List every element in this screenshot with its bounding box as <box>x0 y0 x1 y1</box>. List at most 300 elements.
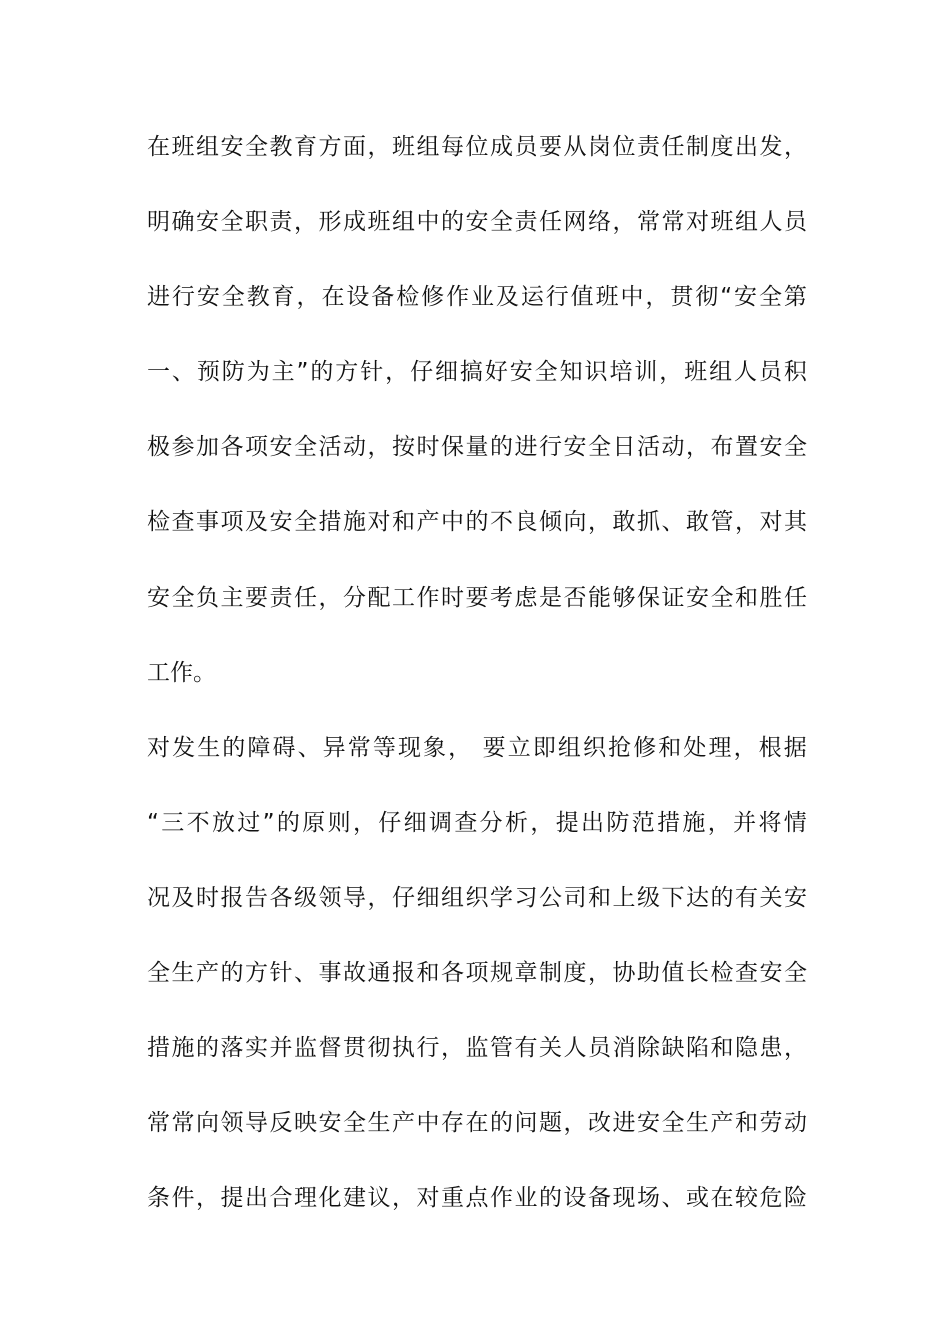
text-char: 情 <box>783 809 807 836</box>
text-char: 班 <box>710 209 734 236</box>
text-char: 生 <box>686 1110 709 1137</box>
text-char: 防 <box>221 359 245 386</box>
text-char: 全 <box>221 284 245 311</box>
text-char: 险 <box>784 1185 807 1212</box>
text-char: 障 <box>247 734 271 761</box>
text-char: 在 <box>710 1185 734 1212</box>
text-line <box>147 132 807 207</box>
text-char: ， <box>612 209 636 236</box>
text-char: 提 <box>555 809 579 836</box>
text-char: ， <box>707 809 731 836</box>
text-char: 放 <box>211 809 235 836</box>
text-char: 其 <box>784 509 807 536</box>
text-char: 任 <box>294 584 317 611</box>
text-char: 事 <box>318 960 342 987</box>
text-line <box>147 432 807 507</box>
text-char: 人 <box>563 1035 587 1062</box>
text-char: ， <box>367 434 391 461</box>
text-char: 安 <box>196 209 219 236</box>
text-char: 全 <box>245 134 268 160</box>
text-char: 修 <box>421 284 445 311</box>
text-char: 工 <box>392 584 415 611</box>
text-char: 度 <box>563 960 587 987</box>
text-char: 、 <box>294 960 317 987</box>
text-char: 消 <box>612 1035 636 1062</box>
text-char: 检 <box>710 960 734 987</box>
text-char: 全 <box>588 434 611 461</box>
text-line <box>147 1033 807 1108</box>
text-char: 的 <box>490 434 513 461</box>
text-char: 任 <box>784 584 807 611</box>
text-char: 产 <box>416 509 440 536</box>
text-char: 责 <box>269 209 293 236</box>
text-char: 动 <box>343 434 366 461</box>
text-char: 全 <box>710 584 734 611</box>
text-char: 调 <box>428 809 452 836</box>
text-char: 好 <box>484 359 508 386</box>
text-char: 三 <box>161 809 185 836</box>
text-line <box>147 1183 807 1258</box>
text-char: ， <box>367 884 391 911</box>
text-char: 全 <box>534 359 558 386</box>
text-char: 进 <box>514 434 538 461</box>
text-char: 级 <box>294 884 317 911</box>
text-char: 保 <box>441 434 464 461</box>
text-char: 生 <box>367 1110 391 1137</box>
text-line <box>147 207 807 282</box>
text-char: 过 <box>237 809 261 836</box>
text-char: 安 <box>734 284 758 311</box>
text-char: 事 <box>196 509 219 536</box>
text-char: 议 <box>367 1185 391 1212</box>
text-char: 考 <box>490 584 513 611</box>
text-char: 和 <box>710 1035 734 1062</box>
text-char: 位 <box>612 134 636 160</box>
text-char: 岗 <box>588 134 611 160</box>
text-char: 执 <box>392 1035 415 1062</box>
text-char: 胜 <box>759 584 783 611</box>
text-char: 组 <box>441 884 464 911</box>
text-char: 规 <box>490 960 513 987</box>
text-char: 导 <box>343 884 366 911</box>
text-char: 各 <box>441 960 464 987</box>
text-char: 除 <box>637 1035 660 1062</box>
text-char: 彻 <box>695 284 719 311</box>
text-char: 和 <box>735 1110 758 1137</box>
text-char: 全 <box>490 209 513 236</box>
text-char: 细 <box>416 884 440 911</box>
text-line <box>147 1108 807 1183</box>
text-char: 织 <box>583 734 606 761</box>
text-char: 关 <box>539 1035 562 1062</box>
text-char: 化 <box>318 1185 342 1212</box>
text-char: 的 <box>310 359 334 386</box>
text-char: 贯 <box>670 284 694 311</box>
text-char: ， <box>296 284 320 311</box>
text-char: 中 <box>441 509 464 536</box>
text-char: 及 <box>495 284 519 311</box>
text-char: 是 <box>539 584 562 611</box>
text-char: 对 <box>759 509 783 536</box>
text-char: 监 <box>294 1035 317 1062</box>
text-char: 训 <box>634 359 658 386</box>
text-char: 全 <box>294 509 317 536</box>
text-char: 布 <box>710 434 734 461</box>
text-char: 则 <box>327 809 351 836</box>
text-char: 业 <box>470 284 494 311</box>
text-char: 下 <box>661 884 685 911</box>
text-char: 理 <box>708 734 732 761</box>
text-char: 并 <box>269 1035 293 1062</box>
text-char: 查 <box>735 960 758 987</box>
text-char: 备 <box>588 1185 611 1212</box>
text-char: 仔 <box>410 359 434 386</box>
text-char: 针 <box>269 960 293 987</box>
text-char: 负 <box>196 584 219 611</box>
text-char: 一 <box>147 359 170 386</box>
text-char: 组 <box>392 209 415 236</box>
text-char: 项 <box>220 509 244 536</box>
text-char: ” <box>296 359 309 386</box>
text-char: 彻 <box>367 1035 391 1062</box>
text-char: 要 <box>465 584 489 611</box>
text-char: 要 <box>482 734 506 761</box>
text-char: 细 <box>434 359 458 386</box>
text-char: 全 <box>661 1110 685 1137</box>
text-char: 对 <box>147 734 170 761</box>
text-char: 及 <box>245 509 268 536</box>
text-char: 管 <box>490 1035 513 1062</box>
text-char: 积 <box>783 359 807 386</box>
text-char: 保 <box>637 584 660 611</box>
text-char: 安 <box>784 884 807 911</box>
text-char: 安 <box>147 584 170 611</box>
text-char: 及 <box>171 884 195 911</box>
text-char: 发 <box>759 134 783 160</box>
text-char: 对 <box>686 209 709 236</box>
text-char: 象 <box>423 734 447 761</box>
text-char: 明 <box>147 209 170 236</box>
text-char: 备 <box>371 284 395 311</box>
text-char: ， <box>318 584 342 611</box>
text-line <box>147 808 807 883</box>
text-char: 碍 <box>272 734 296 761</box>
text-char: 组 <box>709 359 733 386</box>
text-char: 检 <box>147 509 170 536</box>
text-char: ， <box>784 134 807 160</box>
text-char: 产 <box>392 1110 415 1137</box>
text-char: 加 <box>196 434 219 461</box>
text-char: 长 <box>686 960 709 987</box>
text-char: 每 <box>441 134 464 160</box>
text-char: 员 <box>588 1035 611 1062</box>
text-char: 全 <box>784 960 807 987</box>
text-char: 和 <box>735 584 758 611</box>
text-char: 组 <box>196 134 219 160</box>
text-char: 的 <box>710 884 734 911</box>
text-char: 即 <box>532 734 556 761</box>
text-char: 作 <box>446 284 470 311</box>
text-char: 项 <box>245 434 268 461</box>
text-char: ， <box>588 960 611 987</box>
text-char: 方 <box>335 359 359 386</box>
text-char: 立 <box>507 734 531 761</box>
text-char: 班 <box>367 209 391 236</box>
text-char: 司 <box>563 884 587 911</box>
text-line <box>147 507 807 582</box>
text-line <box>147 733 807 808</box>
text-char: 重 <box>441 1185 464 1212</box>
text-char: ， <box>385 359 409 386</box>
text-char: ” <box>262 809 275 836</box>
text-char: 络 <box>588 209 611 236</box>
text-char: 班 <box>392 134 415 160</box>
text-char: 方 <box>318 134 342 160</box>
text-char: 细 <box>403 809 427 836</box>
text-char: 良 <box>514 509 538 536</box>
text-char: 常 <box>171 1110 195 1137</box>
text-char: 隐 <box>735 1035 758 1062</box>
text-char: 异 <box>322 734 346 761</box>
text-char: 日 <box>612 434 636 461</box>
text-char: 和 <box>588 884 611 911</box>
text-char: 育 <box>271 284 295 311</box>
text-char: ， <box>448 734 472 761</box>
text-char: 常 <box>347 734 371 761</box>
text-char: 在 <box>465 1110 489 1137</box>
text-char: 员 <box>784 209 807 236</box>
text-char: 级 <box>637 884 660 911</box>
text-char: 领 <box>318 884 342 911</box>
text-char: 公 <box>539 884 562 911</box>
text-char: 制 <box>539 960 562 987</box>
text-char: 向 <box>196 1110 219 1137</box>
text-char: 的 <box>220 960 244 987</box>
text-char: 改 <box>588 1110 611 1137</box>
text-char: 置 <box>735 434 758 461</box>
text-char: “ <box>720 284 733 311</box>
text-char: 安 <box>269 434 293 461</box>
text-char: 培 <box>609 359 633 386</box>
body-text <box>147 132 807 1258</box>
text-char: 故 <box>343 960 366 987</box>
text-char: 成 <box>490 134 513 160</box>
text-char: 报 <box>392 960 415 987</box>
text-char: 监 <box>465 1035 489 1062</box>
text-char: 搞 <box>459 359 483 386</box>
text-char: 助 <box>637 960 660 987</box>
text-char: 全 <box>784 434 807 461</box>
text-char: 安 <box>269 509 293 536</box>
text-char: 在 <box>147 134 170 160</box>
text-char: 实 <box>245 1035 268 1062</box>
text-char: 量 <box>465 434 489 461</box>
text-char: “ <box>147 809 159 836</box>
text-char: 责 <box>514 209 538 236</box>
text-char: 形 <box>318 209 342 236</box>
text-char: 设 <box>563 1185 587 1212</box>
text-line <box>147 958 807 1033</box>
text-char: ， <box>530 809 554 836</box>
text-char: ， <box>735 509 758 536</box>
text-char: ， <box>588 509 611 536</box>
text-char: 第 <box>783 284 807 311</box>
text-char: 员 <box>758 359 782 386</box>
text-char: 危 <box>759 1185 783 1212</box>
text-char: 修 <box>633 734 657 761</box>
text-char: 落 <box>220 1035 244 1062</box>
text-char: 安 <box>509 359 533 386</box>
text-char: 各 <box>269 884 293 911</box>
text-char: 达 <box>686 884 709 911</box>
text-char: 行 <box>545 284 569 311</box>
text-line <box>147 357 807 432</box>
text-char: 在 <box>321 284 345 311</box>
text-char: 不 <box>490 509 513 536</box>
text-char: 分 <box>343 584 366 611</box>
text-char: 虑 <box>514 584 538 611</box>
text-char: 据 <box>783 734 807 761</box>
text-char: 查 <box>454 809 478 836</box>
text-char: 仔 <box>378 809 402 836</box>
text-char: 查 <box>171 509 195 536</box>
text-line <box>147 883 807 958</box>
text-char: 全 <box>758 284 782 311</box>
text-char: 从 <box>563 134 587 160</box>
text-char: 有 <box>514 1035 538 1062</box>
text-char: 证 <box>661 584 685 611</box>
text-char: 全 <box>147 960 170 987</box>
text-char: 防 <box>606 809 630 836</box>
text-char: 将 <box>758 809 782 836</box>
text-char: 组 <box>557 734 581 761</box>
text-char: ， <box>659 359 683 386</box>
text-char: 针 <box>360 359 384 386</box>
text-char: 合 <box>269 1185 293 1212</box>
text-char: ， <box>294 209 317 236</box>
text-char: 的 <box>222 734 246 761</box>
text-char: 常 <box>661 209 685 236</box>
text-char: 配 <box>367 584 391 611</box>
text-char: 上 <box>612 884 636 911</box>
text-char: 反 <box>269 1110 293 1137</box>
text-char: 进 <box>612 1110 636 1137</box>
text-char: 仔 <box>392 884 415 911</box>
text-char: ， <box>392 1185 415 1212</box>
text-char: 现 <box>397 734 421 761</box>
text-char: ， <box>733 734 757 761</box>
text-char: 值 <box>570 284 594 311</box>
text-char: 向 <box>563 509 587 536</box>
text-char: 时 <box>196 884 219 911</box>
text-char: 够 <box>612 584 636 611</box>
text-char: 安 <box>637 1110 660 1137</box>
text-char: 能 <box>588 584 611 611</box>
text-char: 问 <box>514 1110 538 1137</box>
text-char: 中 <box>416 1110 440 1137</box>
text-char: 全 <box>294 434 317 461</box>
text-char: 生 <box>197 734 221 761</box>
text-char: 班 <box>595 284 619 311</box>
text-char: 人 <box>734 359 758 386</box>
text-char: 否 <box>563 584 587 611</box>
text-char: 领 <box>220 1110 244 1137</box>
text-char: 参 <box>171 434 195 461</box>
text-char: 提 <box>220 1185 244 1212</box>
text-char: 中 <box>620 284 644 311</box>
text-char: 题 <box>539 1110 562 1137</box>
text-char: 原 <box>302 809 326 836</box>
text-char: ， <box>196 1185 219 1212</box>
text-char: 全 <box>343 1110 366 1137</box>
text-char: 值 <box>661 960 685 987</box>
text-char: 项 <box>465 960 489 987</box>
text-char: 协 <box>612 960 636 987</box>
text-char: 场 <box>637 1185 660 1212</box>
text-char: 和 <box>658 734 682 761</box>
text-char: 常 <box>147 1110 170 1137</box>
text-char: ， <box>686 434 709 461</box>
text-char: 活 <box>637 434 660 461</box>
text-char: 管 <box>710 509 734 536</box>
text-char: 极 <box>147 434 170 461</box>
text-char: ， <box>563 1110 587 1137</box>
text-char: 行 <box>416 1035 440 1062</box>
text-line <box>147 282 807 357</box>
text-char: 组 <box>735 209 758 236</box>
text-char: 的 <box>276 809 300 836</box>
text-char: 检 <box>396 284 420 311</box>
text-char: 敢 <box>612 509 636 536</box>
text-char: 缺 <box>661 1035 685 1062</box>
text-char: 抢 <box>608 734 632 761</box>
text-char: 全 <box>171 584 195 611</box>
text-char: ， <box>645 284 669 311</box>
text-char: 敢 <box>686 509 709 536</box>
text-char: ， <box>784 1035 807 1062</box>
text-char: 预 <box>196 359 220 386</box>
text-char: 为 <box>246 359 270 386</box>
text-char: 任 <box>661 134 685 160</box>
text-char: 的 <box>490 1110 513 1137</box>
text-char: 安 <box>465 209 489 236</box>
text-char: 贯 <box>343 1035 366 1062</box>
text-char: 条 <box>147 1185 170 1212</box>
text-char: 行 <box>539 434 562 461</box>
text-char: 督 <box>318 1035 342 1062</box>
text-char: 抓 <box>637 509 660 536</box>
text-char: ， <box>441 1035 464 1062</box>
text-char: 措 <box>318 509 342 536</box>
text-char: 识 <box>584 359 608 386</box>
text-char: 映 <box>294 1110 317 1137</box>
text-char: 业 <box>514 1185 538 1212</box>
text-char: 按 <box>392 434 415 461</box>
text-char: 措 <box>147 1035 170 1062</box>
text-char: 件 <box>171 1185 195 1212</box>
text-line: 工作。 <box>147 659 216 686</box>
text-char: 动 <box>661 434 685 461</box>
text-char: 人 <box>759 209 783 236</box>
text-char: 运 <box>520 284 544 311</box>
text-char: 、 <box>297 734 321 761</box>
text-char: ， <box>352 809 376 836</box>
text-char: 较 <box>735 1185 758 1212</box>
text-char: 点 <box>465 1185 489 1212</box>
text-char: 劳 <box>759 1110 783 1137</box>
text-char: 任 <box>539 209 562 236</box>
text-char: 出 <box>581 809 605 836</box>
